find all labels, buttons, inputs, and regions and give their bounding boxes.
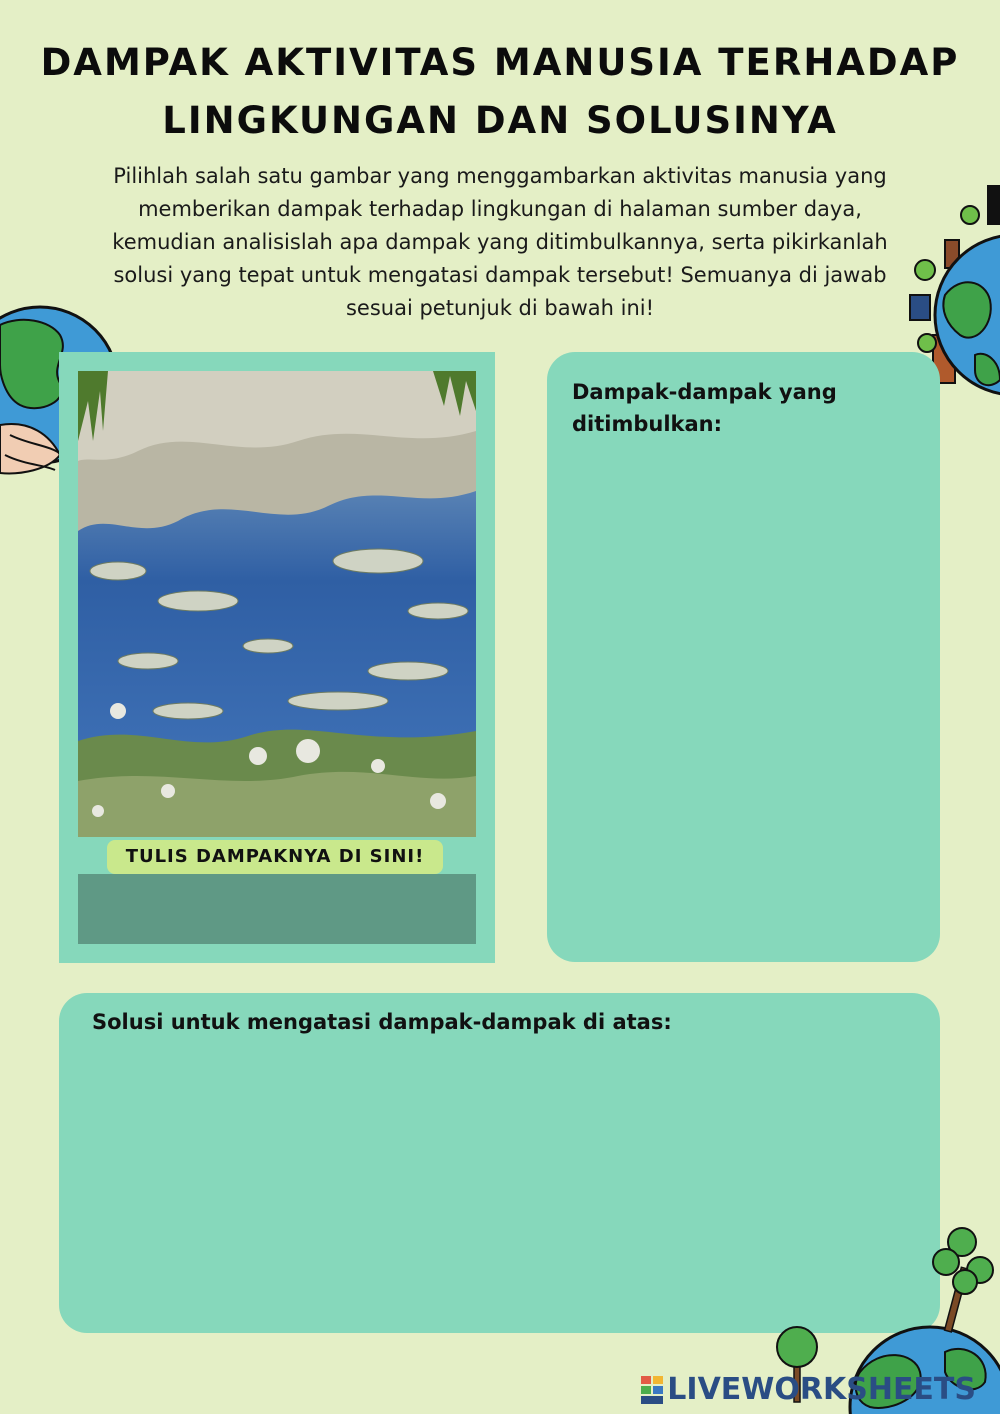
photo-panel — [59, 352, 495, 963]
polluted-river-photo — [78, 371, 476, 837]
write-impact-tag: TULIS DAMPAKNYA DI SINI! — [107, 840, 443, 874]
liveworksheets-icon — [641, 1376, 663, 1404]
page-title: DAMPAK AKTIVITAS MANUSIA TERHADAP LINGKUNGAN DAN SOLUSINYA — [40, 41, 960, 142]
impact-answer-box[interactable] — [547, 352, 940, 962]
instructions-text: Pilihlah salah satu gambar yang menggambarkan aktivitas manusia yang memberikan dampak terhadap lingkungan di halaman sumber daya, kemudian analisislah apa dampak yang ditimbulkannya, serta pikirkanlah solusi yang tepat untuk mengatasi dampak tersebut! Semuanya di jawab sesuai petunjuk di bawah ini! — [112, 164, 888, 320]
impact-label: Dampak-dampak yang ditimbulkan: — [572, 380, 837, 436]
solution-label: Solusi untuk mengatasi dampak-dampak di atas: — [92, 1010, 672, 1034]
brand-text: LIVEWORKSHEETS — [667, 1372, 976, 1407]
liveworksheets-logo — [641, 1372, 976, 1408]
impact-answer-field[interactable] — [78, 874, 476, 944]
